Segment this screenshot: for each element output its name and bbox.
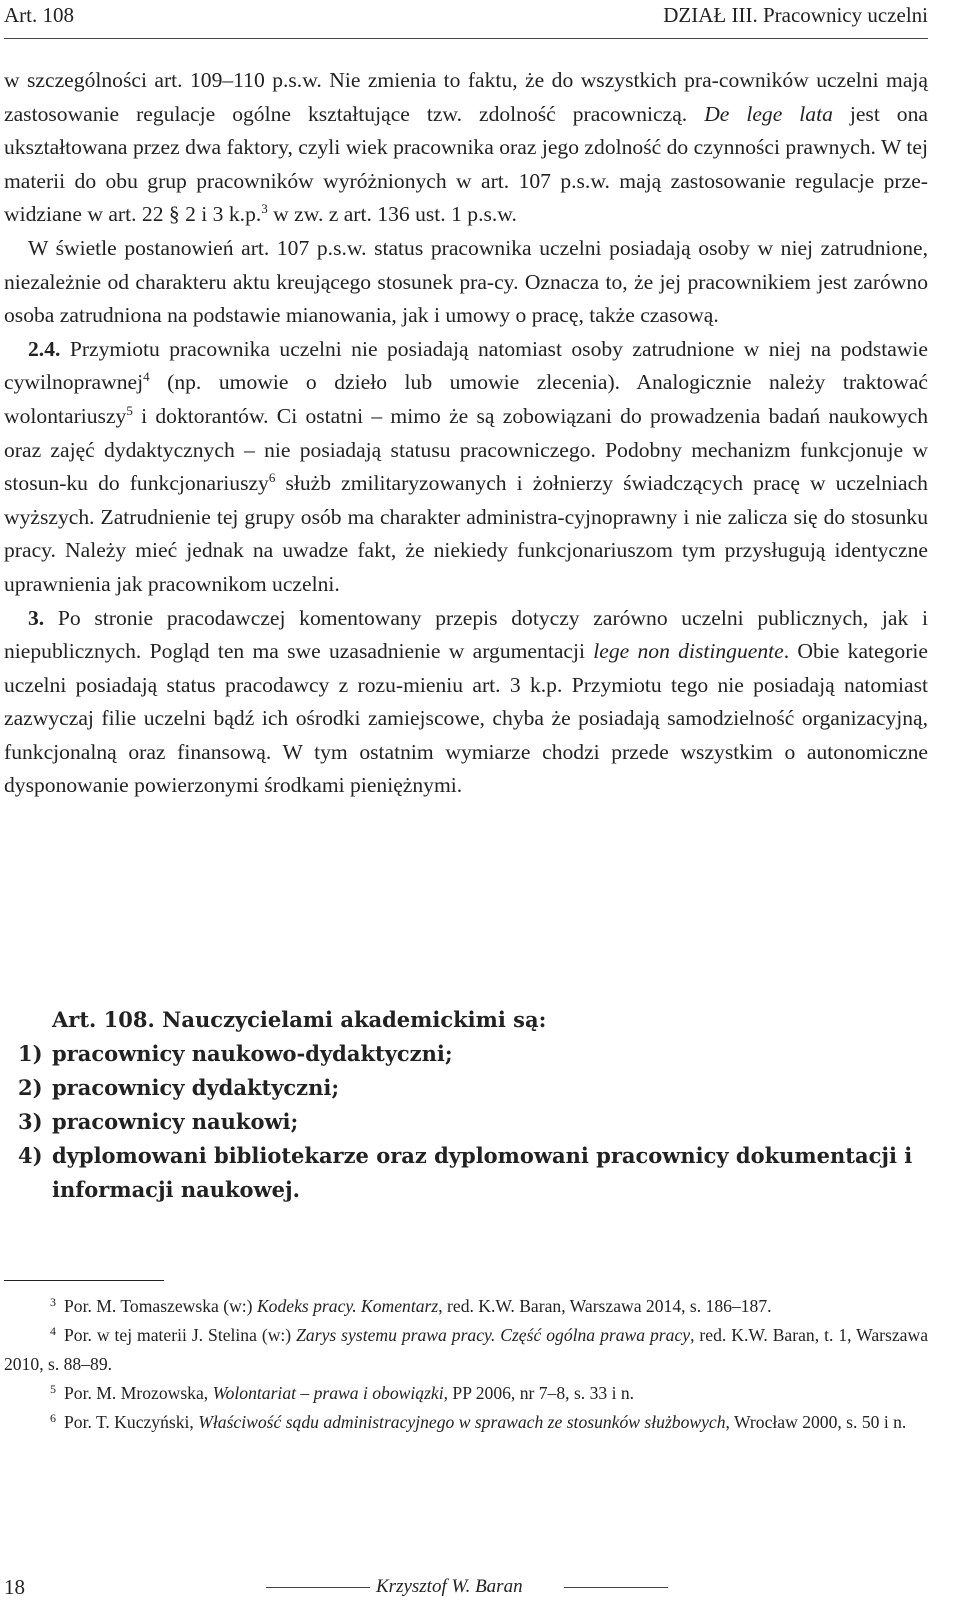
article-108 bbox=[4, 1003, 928, 1207]
section-number: 3. bbox=[28, 605, 45, 630]
running-header bbox=[4, 0, 928, 39]
footnote-6: $^6$ Por. T. Kuczyński, Właściwość sądu administracyjnego w sprawach ze stosunków służbowych, Wrocław 2000, s. 50 i n. bbox=[50, 1411, 907, 1432]
page-footer bbox=[4, 1572, 928, 1602]
footnote-3: $^3$ Por. M. Tomaszewska (w:) Kodeks pracy. Komentarz, red. K.W. Baran, Warszawa 2014, s. 186–187. bbox=[50, 1295, 772, 1316]
footnote-ref-6[interactable]: 6 bbox=[268, 470, 276, 486]
footer-rule-right bbox=[564, 1587, 668, 1588]
footnote-5: $^5$ Por. M. Mrozowska, Wolontariat – prawa i obowiązki, PP 2006, nr 7–8, s. 33 i n. bbox=[50, 1382, 635, 1403]
paragraph-2-4: 2.4. Przymiotu pracownika uczelni nie posiadają natomiast osoby zatrudnione w niej na podstawie cywilnoprawnej$^4$ (np. umowie o dzieło lub umowie zlecenia). Analogicznie należy traktować wolontariuszy$^5$ i doktorantów. Ci ostatni – mimo że są zobowiązani do prowadzenia badań naukowych oraz zajęć dydaktycznych – nie posiadają statusu pracowniczego. Podobny mechanizm funkcjonuje w stosun-ku do funkcjonariuszy$^6$ służb zmilitaryzowanych i żołnierzy świadczących pracę w uczelniach wyższych. Zatrudnienie tej grupy osób ma charakter administra-cyjnoprawny i nie zalicza się do stosunku pracy. Należy mieć jednak na uwadze fakt, że niekiedy funkcjonariuszom tym przysługują identyczne uprawnienia jak pracownikom uczelni. bbox=[4, 336, 928, 596]
list-item: 1) pracownicy naukowo-dydaktyczni; bbox=[18, 1041, 453, 1066]
paragraph-3: 3. Po stronie pracodawczej komentowany przepis dotyczy zarówno uczelni publicznych, jak i niepublicznych. Pogląd ten ma swe uzasadnienie w argumentacji lege non distinguente. Obie kategorie uczelni posiadają status pracodawcy z rozu-mieniu art. 3 k.p. Przymiotu tego nie posiadają natomiast zazwyczaj filie uczelni bądź ich ośrodki zamiejscowe, chyba że posiadają samodzielność organizacyjną, funkcjonalną oraz finansową. W tym ostatnim wymiarze chodzi przede wszystkim o autonomiczne dysponowanie powierzonymi środkami pieniężnymi. bbox=[4, 605, 928, 798]
footnote-ref-3[interactable]: 3 bbox=[261, 201, 268, 217]
footnote-separator bbox=[4, 1280, 164, 1281]
page-number: 18 bbox=[4, 1575, 25, 1599]
footnotes bbox=[4, 1292, 928, 1437]
section-number: 2.4. bbox=[28, 336, 61, 361]
list-item: 4) dyplomowani bibliotekarze oraz dyplomowani pracownicy dokumentacji i informacji naukowej. bbox=[18, 1143, 913, 1202]
article-title: Art. 108. Nauczycielami akademickimi są: bbox=[52, 1007, 547, 1032]
paragraph-capacity: w szczególności art. 109–110 p.s.w. Nie zmienia to faktu, że do wszystkich pra-cowników uczelni mają zastosowanie regulacje ogólne kształtujące tzw. zdolność pracowniczą. De lege lata jest ona ukształtowana przez dwa faktory, czyli wiek pracownika oraz jego zdolność do czynności prawnych. W tej materii do obu grup pracowników wyróżnionych w art. 107 p.s.w. mają zastosowanie regulacje prze-widziane w art. 22 § 2 i 3 k.p.$^3$ w zw. z art. 136 ust. 1 p.s.w. bbox=[4, 68, 928, 227]
footer-author: Krzysztof W. Baran bbox=[376, 1576, 523, 1597]
paragraph-status: W świetle postanowień art. 107 p.s.w. status pracownika uczelni posiadają osoby w niej zatrudnione, niezależnie od charakteru aktu kreującego stosunek pra-cy. Oznacza to, że jej pracownikiem jest zarówno osoba zatrudniona na podstawie mianowania, jak i umowy o pracę, także czasową. bbox=[4, 235, 928, 328]
footnote-ref-5[interactable]: 5 bbox=[126, 402, 133, 418]
list-item: 3) pracownicy naukowi; bbox=[18, 1109, 299, 1134]
footnote-ref-4[interactable]: 4 bbox=[143, 369, 150, 385]
list-item: 2) pracownicy dydaktyczni; bbox=[18, 1075, 340, 1100]
commentary-body bbox=[4, 64, 928, 803]
footer-rule-left bbox=[266, 1587, 370, 1588]
footnote-4: $^4$ Por. w tej materii J. Stelina (w:) Zarys systemu prawa pracy. Część ogólna prawa pracy, red. K.W. Baran, t. 1, Warszawa 2010, s. 88–89. bbox=[4, 1324, 928, 1374]
header-article-ref: Art. 108 bbox=[4, 3, 74, 27]
header-section-title: DZIAŁ III. Pracownicy uczelni bbox=[663, 3, 928, 27]
